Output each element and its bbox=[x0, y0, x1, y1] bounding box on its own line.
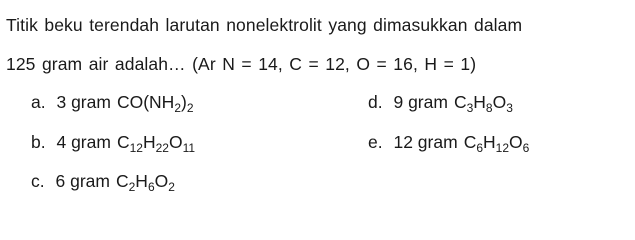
option-d[interactable] bbox=[368, 92, 513, 113]
question-line-1: Titik beku terendah larutan nonelektrolit yang dimasukkan dalam bbox=[6, 15, 523, 35]
option-c-mass: 6 gram bbox=[55, 171, 110, 191]
option-e[interactable] bbox=[368, 132, 529, 153]
option-a-formula: $CO(NH_2)_2$ bbox=[116, 92, 194, 115]
option-d-mass: 9 gram bbox=[393, 92, 448, 112]
question-line-2: 125 gram air adalah… (Ar N = 14, C = 12, O = 16, H = 1) bbox=[6, 54, 477, 74]
option-c[interactable] bbox=[31, 171, 175, 192]
option-a-label: a. bbox=[31, 92, 46, 112]
option-d-label: d. bbox=[368, 92, 383, 112]
option-b-label: b. bbox=[31, 132, 46, 152]
option-e-formula: $C_6H_{12}O_6$ bbox=[463, 132, 530, 155]
option-b-formula: $C_{12}H_{22}O_{11}$ bbox=[116, 132, 196, 155]
option-c-label: c. bbox=[31, 171, 45, 191]
option-e-label: e. bbox=[368, 132, 383, 152]
option-b[interactable] bbox=[31, 132, 195, 153]
option-b-mass: 4 gram bbox=[56, 132, 111, 152]
option-a[interactable] bbox=[31, 92, 194, 113]
option-c-formula: $C_2H_6O_2$ bbox=[115, 171, 175, 194]
option-d-formula: $C_3H_8O_3$ bbox=[453, 92, 513, 115]
option-a-mass: 3 gram bbox=[56, 92, 111, 112]
option-e-mass: 12 gram bbox=[393, 132, 458, 152]
question-text bbox=[6, 6, 631, 84]
